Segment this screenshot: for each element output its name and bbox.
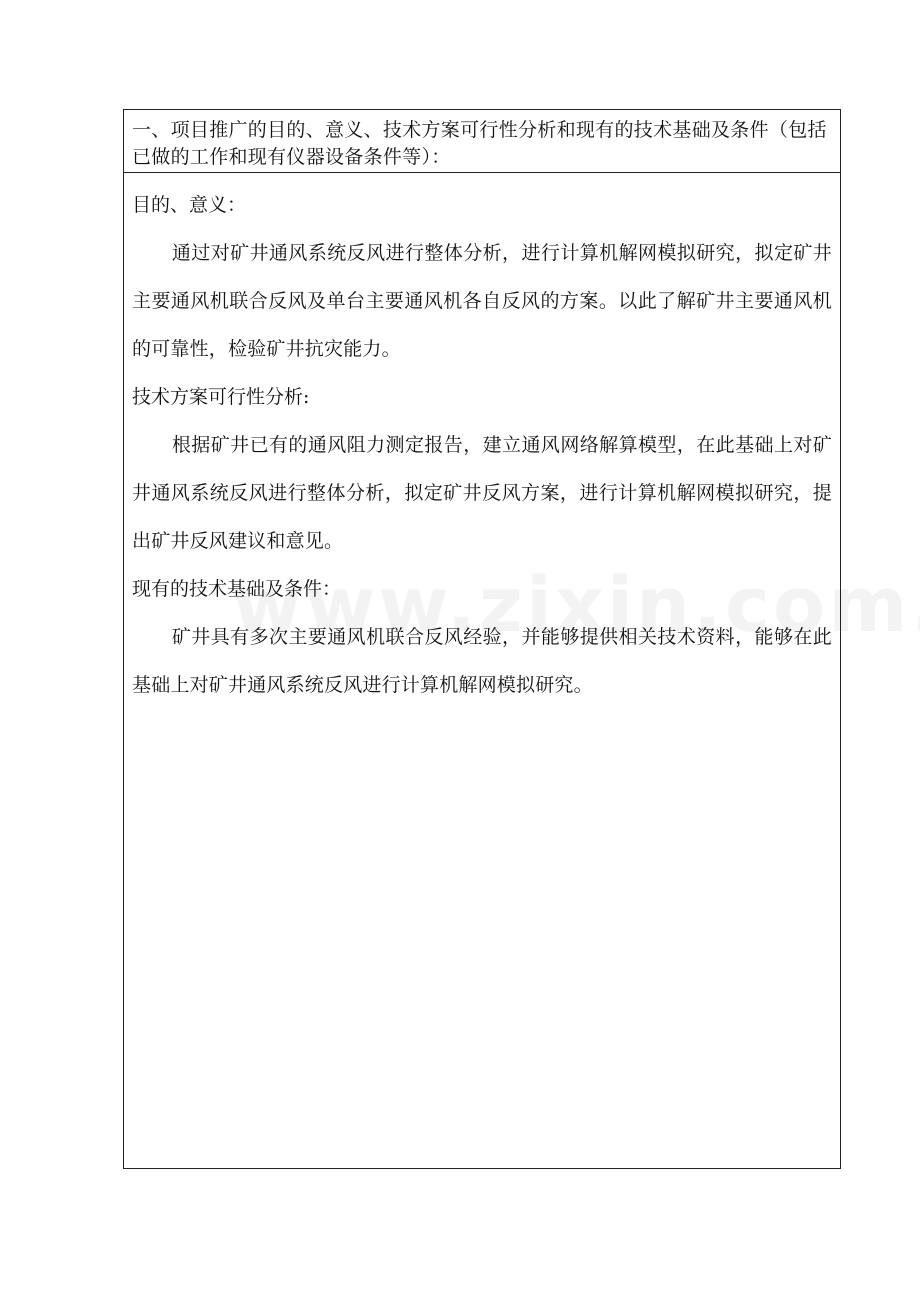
existing-basis-paragraph: 矿井具有多次主要通风机联合反风经验，并能够提供相关技术资料，能够在此基础上对矿井通风系统反风进行计算机解网模拟研究。 (132, 626, 832, 696)
form-table (123, 109, 841, 1169)
section-title: 一、项目推广的目的、意义、技术方案可行性分析和现有的技术基础及条件（包括已做的工作和现有仪器设备条件等）： (132, 119, 827, 168)
purpose-heading: 目的、意义： (132, 194, 247, 216)
existing-basis-heading: 现有的技术基础及条件： (132, 578, 342, 600)
table-content-cell (124, 173, 840, 709)
purpose-paragraph: 通过对矿井通风系统反风进行整体分析，进行计算机解网模拟研究，拟定矿井主要通风机联合反风及单台主要通风机各自反风的方案。以此了解矿井主要通风机的可靠性，检验矿井抗灾能力。 (132, 242, 832, 360)
table-header-cell (124, 110, 840, 173)
feasibility-paragraph: 根据矿井已有的通风阻力测定报告，建立通风网络解算模型，在此基础上对矿井通风系统反风进行整体分析，拟定矿井反风方案，进行计算机解网模拟研究，提出矿井反风建议和意见。 (132, 434, 832, 552)
feasibility-heading: 技术方案可行性分析: (132, 386, 310, 408)
